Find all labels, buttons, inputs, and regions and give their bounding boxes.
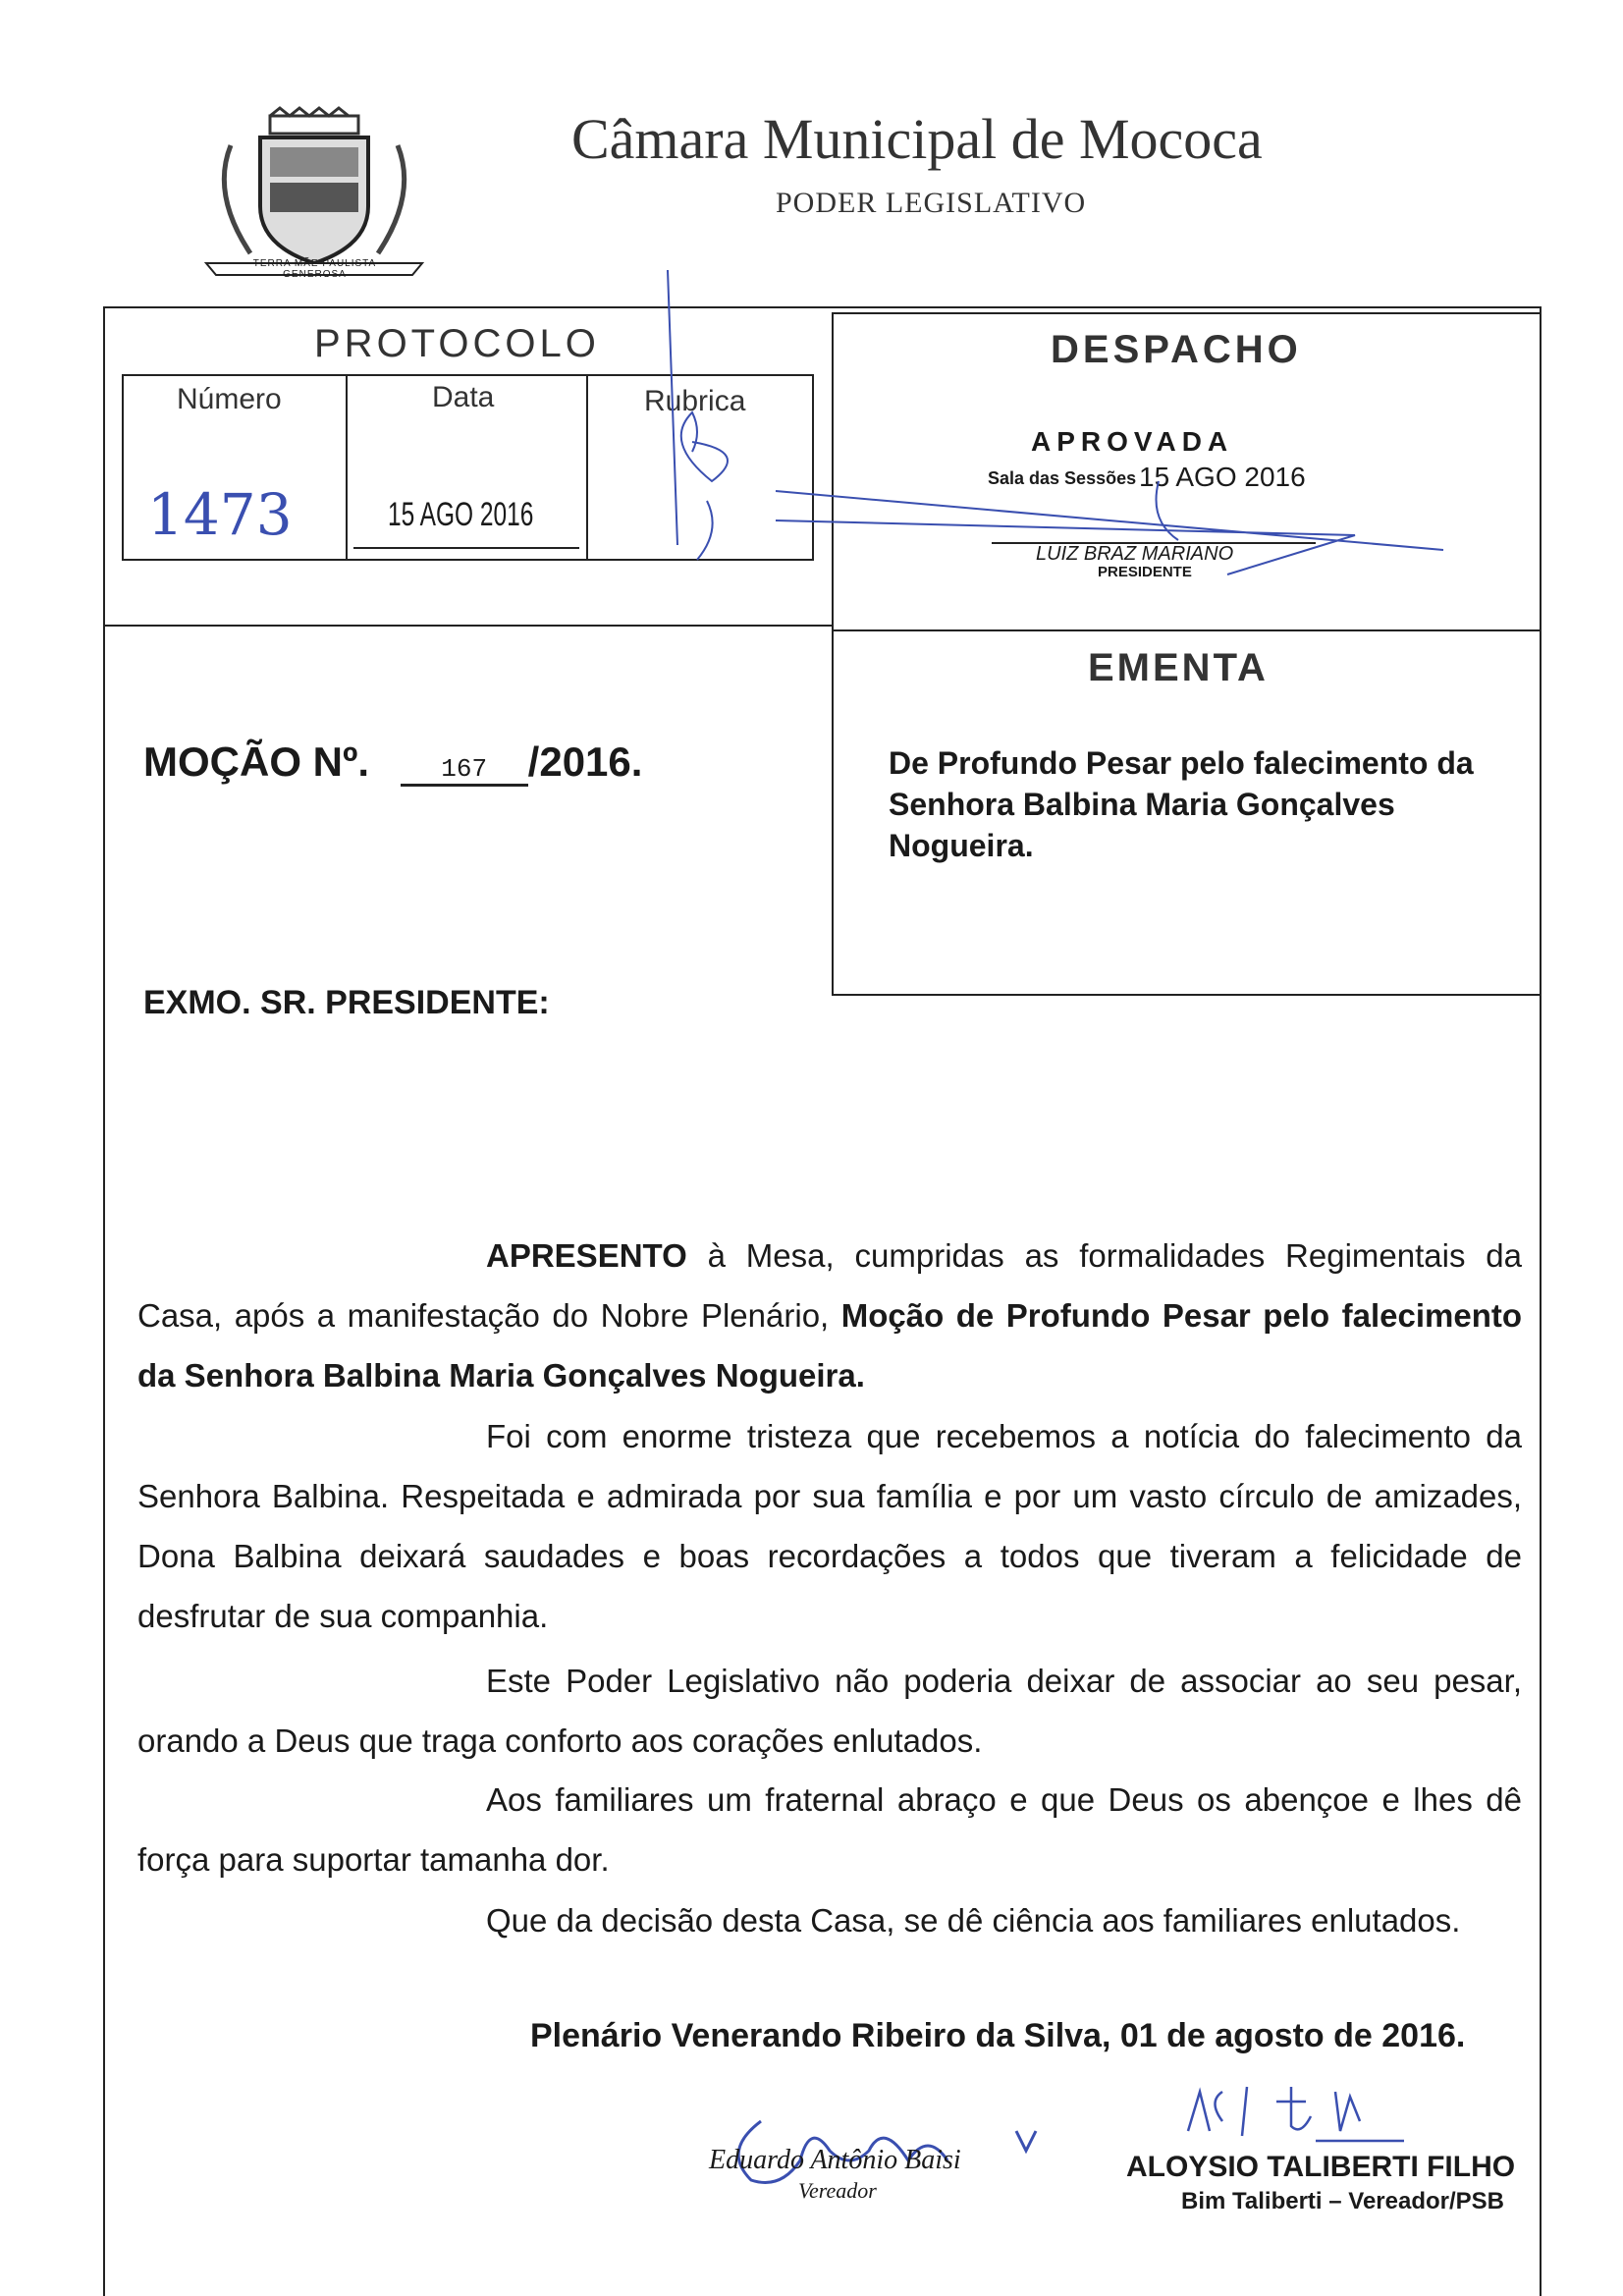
crest-motto: TERRA MÃE PAULISTA GENEROSA: [252, 258, 377, 280]
frame-left: [103, 306, 105, 2296]
stamp-aprovada: APROVADA: [1031, 426, 1234, 457]
closing-line: Plenário Venerando Ribeiro da Silva, 01 de agosto de 2016.: [530, 2017, 1466, 2054]
stamp-role: PRESIDENTE: [1098, 564, 1192, 580]
paragraph-4: Aos familiares um fraternal abraço e que Deus os abençoe e lhes dê força para suportar tamanha dor.: [137, 1781, 1522, 1878]
stamp-date: 15 AGO 2016: [1139, 462, 1306, 492]
protocolo-col-divider-1: [346, 374, 348, 561]
stamp-sala: Sala das Sessões: [988, 468, 1137, 488]
mocao-prefix: MOÇÃO Nº.: [143, 738, 369, 785]
salutation: EXMO. SR. PRESIDENTE:: [143, 984, 550, 1021]
p1-bold: Moção de Profundo Pesar pelo falecimento da Senhora Balbina Maria Gonçalves Nogueira.: [137, 1297, 1522, 1394]
paragraph-1: [137, 1226, 1522, 1405]
protocolo-title: PROTOCOLO: [314, 322, 600, 365]
despacho-title: DESPACHO: [1051, 328, 1302, 371]
protocolo-data-stamp: 15 AGO 2016: [388, 496, 534, 533]
right-signature-role: Bim Taliberti – Vereador/PSB: [1181, 2188, 1505, 2214]
left-signature-name: Eduardo Antônio Baisi: [709, 2145, 961, 2175]
protocolo-col-divider-2: [586, 374, 588, 561]
mocao-suffix: /2016.: [527, 738, 643, 785]
left-signature-role: Vereador: [798, 2178, 877, 2203]
data-underline: [353, 547, 579, 549]
institution-name: Câmara Municipal de Mococa: [571, 107, 1263, 171]
col-rubrica: Rubrica: [644, 385, 746, 417]
protocolo-numero: 1473: [147, 481, 293, 548]
mocao-heading: [143, 738, 642, 787]
paragraph-3: Este Poder Legislativo não poderia deixar de associar ao seu pesar, orando a Deus que traga conforto aos corações enlutados.: [137, 1663, 1522, 1759]
col-data: Data: [432, 381, 495, 413]
right-signature-name: ALOYSIO TALIBERTI FILHO: [1126, 2151, 1516, 2183]
p1-text: à Mesa, cumpridas as formalidades Regimentais da Casa, após a manifestação do Nobre Plenário,: [137, 1237, 1522, 1334]
municipal-crest: [201, 106, 427, 283]
ementa-title: EMENTA: [1088, 646, 1269, 689]
frame-top: [103, 306, 1542, 308]
paragraph-2: Foi com enorme tristeza que recebemos a notícia do falecimento da Senhora Balbina. Respeitada e admirada por sua família e por um vasto círculo de amizades, Dona Balbina deixará saudades e boas recordações a todos que tiveram a felicidade de desfrutar de sua companhia.: [137, 1418, 1522, 1634]
stamp-name: LUIZ BRAZ MARIANO: [1036, 543, 1234, 565]
paragraph-5: Que da decisão desta Casa, se dê ciência aos familiares enlutados.: [486, 1902, 1461, 1939]
mocao-number: 167: [401, 754, 528, 787]
despacho-signature: [766, 462, 1453, 579]
p1-lead: APRESENTO: [486, 1237, 687, 1274]
ementa-text: De Profundo Pesar pelo falecimento da Senhora Balbina Maria Gonçalves Nogueira.: [889, 745, 1474, 863]
right-handwritten-signature: [1178, 2072, 1414, 2151]
frame-mid: [103, 625, 832, 627]
institution-subtitle: PODER LEGISLATIVO: [776, 187, 1087, 219]
col-numero: Número: [177, 383, 282, 415]
